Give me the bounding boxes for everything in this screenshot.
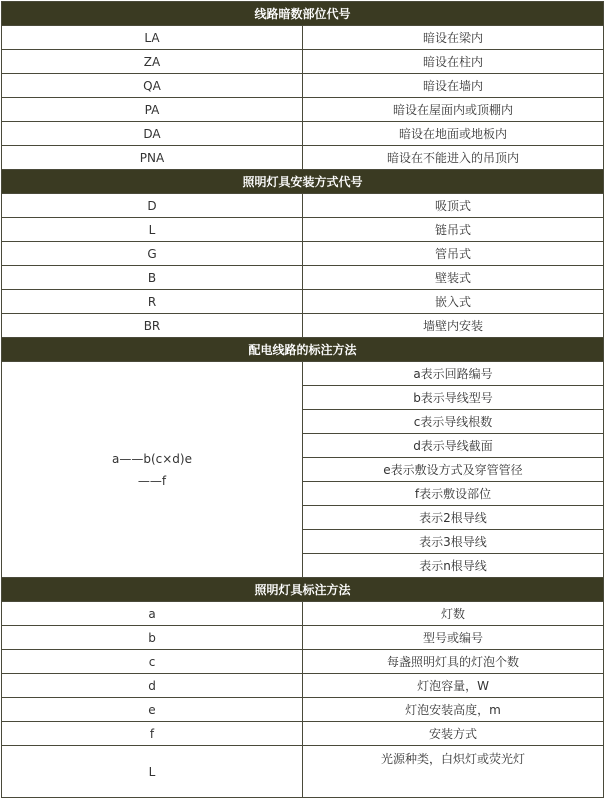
description-cell: e表示敷设方式及穿管管径 [303, 458, 604, 482]
table-row [2, 674, 604, 698]
description-cell: 壁装式 [303, 266, 604, 290]
description-cell: 安装方式 [303, 722, 604, 746]
section-title: 配电线路的标注方法 [2, 338, 604, 362]
section-title: 线路暗数部位代号 [2, 2, 604, 26]
description-cell: 暗设在柱内 [303, 50, 604, 74]
code-cell: e [2, 698, 303, 722]
description-cell: 光源种类，白炽灯或荧光灯 [303, 746, 604, 798]
code-cell: PA [2, 98, 303, 122]
table-row [2, 218, 604, 242]
code-cell: G [2, 242, 303, 266]
description-cell: 暗设在不能进入的吊顶内 [303, 146, 604, 170]
code-cell: L [2, 218, 303, 242]
code-cell: d [2, 674, 303, 698]
code-cell: L [2, 746, 303, 798]
description-cell: 吸顶式 [303, 194, 604, 218]
code-cell: c [2, 650, 303, 674]
table-row [2, 146, 604, 170]
description-cell: 表示2根导线 [303, 506, 604, 530]
table-row [2, 314, 604, 338]
formula-cell [2, 362, 303, 578]
table-row [2, 122, 604, 146]
section-title: 照明灯具标注方法 [2, 578, 604, 602]
section-header-row [2, 578, 604, 602]
table-row [2, 650, 604, 674]
table-row [2, 26, 604, 50]
description-cell: 灯泡容量，W [303, 674, 604, 698]
description-cell: 型号或编号 [303, 626, 604, 650]
table-row [2, 242, 604, 266]
description-cell: 管吊式 [303, 242, 604, 266]
description-cell: c表示导线根数 [303, 410, 604, 434]
description-cell: 嵌入式 [303, 290, 604, 314]
table-row [2, 98, 604, 122]
code-cell: R [2, 290, 303, 314]
table-row [2, 602, 604, 626]
table-row [2, 626, 604, 650]
reference-table [1, 1, 604, 798]
description-cell: 每盏照明灯具的灯泡个数 [303, 650, 604, 674]
code-cell: DA [2, 122, 303, 146]
description-cell: 灯泡安装高度，m [303, 698, 604, 722]
table-row [2, 290, 604, 314]
code-cell: QA [2, 74, 303, 98]
description-cell: 墙壁内安装 [303, 314, 604, 338]
description-cell: 表示n根导线 [303, 554, 604, 578]
table-row [2, 722, 604, 746]
code-cell: a [2, 602, 303, 626]
description-cell: 表示3根导线 [303, 530, 604, 554]
table-row [2, 746, 604, 798]
description-cell: 暗设在梁内 [303, 26, 604, 50]
code-cell: D [2, 194, 303, 218]
code-cell: f [2, 722, 303, 746]
section-header-row [2, 170, 604, 194]
code-cell: ZA [2, 50, 303, 74]
section-header-row [2, 338, 604, 362]
description-cell: 灯数 [303, 602, 604, 626]
section-title: 照明灯具安装方式代号 [2, 170, 604, 194]
formula-line: ——f [137, 473, 167, 488]
code-cell: b [2, 626, 303, 650]
description-cell: b表示导线型号 [303, 386, 604, 410]
code-cell: B [2, 266, 303, 290]
table-row [2, 362, 604, 386]
code-cell: BR [2, 314, 303, 338]
description-cell: 暗设在墙内 [303, 74, 604, 98]
table-row [2, 50, 604, 74]
code-cell: LA [2, 26, 303, 50]
description-cell: 链吊式 [303, 218, 604, 242]
description-cell: f表示敷设部位 [303, 482, 604, 506]
section-header-row [2, 2, 604, 26]
table-row [2, 698, 604, 722]
table-row [2, 74, 604, 98]
table-row [2, 266, 604, 290]
table-row [2, 194, 604, 218]
description-cell: 暗设在地面或地板内 [303, 122, 604, 146]
code-cell: PNA [2, 146, 303, 170]
description-cell: d表示导线截面 [303, 434, 604, 458]
formula-line: a——b(c×d)e [112, 451, 192, 466]
description-cell: a表示回路编号 [303, 362, 604, 386]
description-cell: 暗设在屋面内或顶棚内 [303, 98, 604, 122]
